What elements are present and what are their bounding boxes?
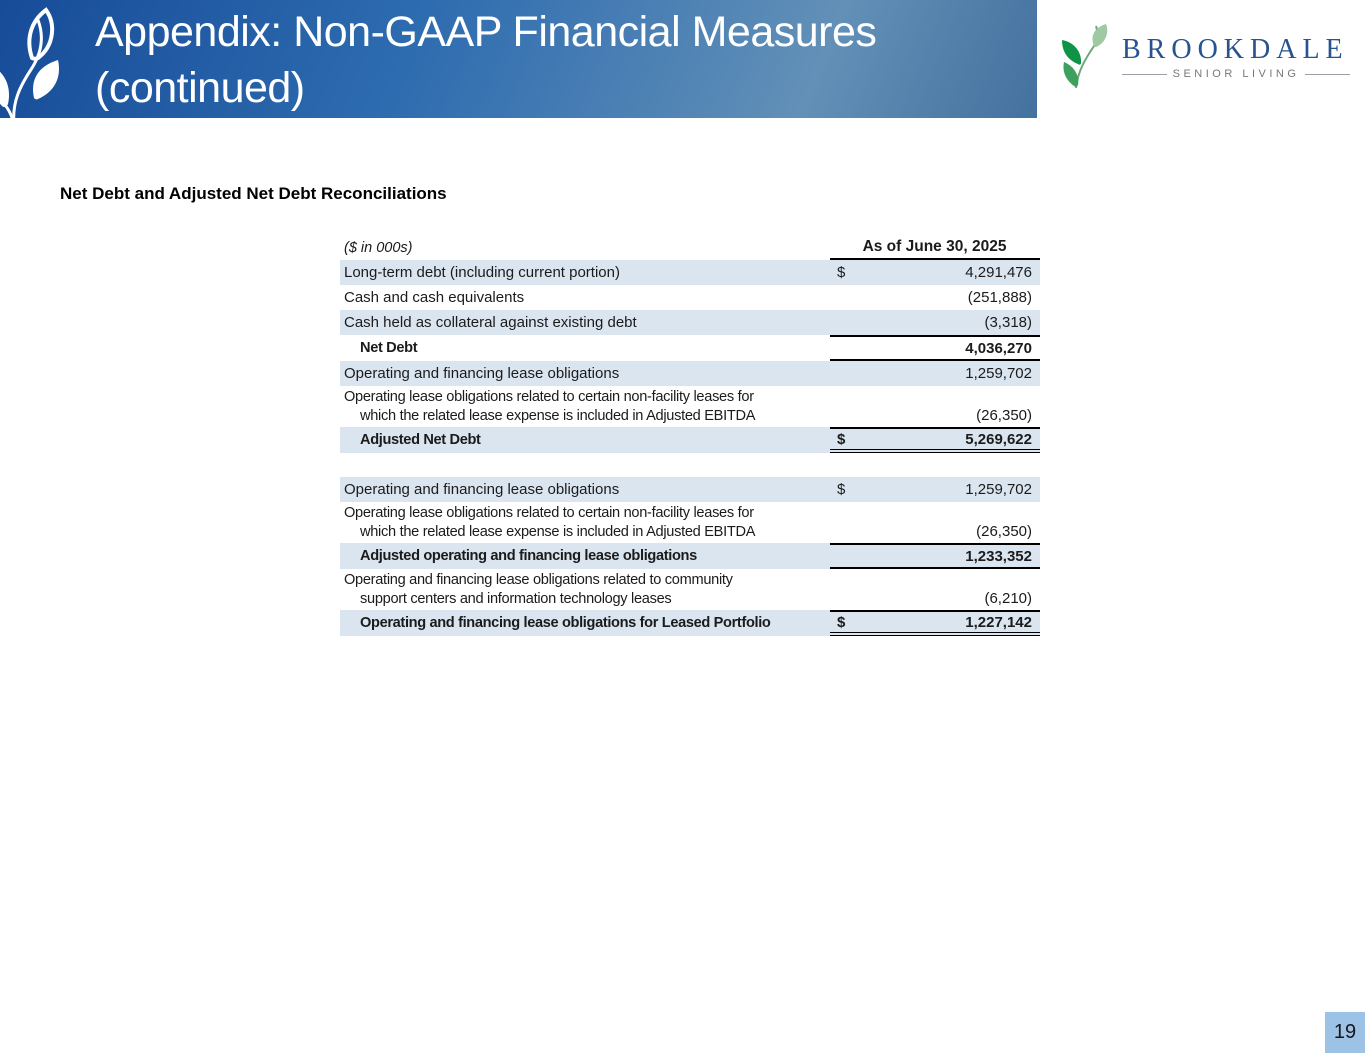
- logo-tagline-row: [1122, 68, 1350, 80]
- table-row-adjusted-net-debt: [340, 427, 1040, 453]
- units-note: ($ in 000s): [344, 240, 413, 256]
- logo-text: [1122, 34, 1350, 80]
- row-label: Net Debt: [360, 340, 418, 356]
- column-header-label: As of June 30, 2025: [862, 238, 1007, 255]
- table-row: [340, 502, 1040, 543]
- currency-symbol: $: [837, 264, 846, 281]
- table-row: [340, 569, 1040, 610]
- row-label: Cash and cash equivalents: [344, 289, 525, 306]
- table-row-leased-portfolio: [340, 610, 1040, 636]
- row-value: 4,036,270: [965, 339, 1032, 357]
- row-label-line2: support centers and information technology leases: [360, 591, 672, 607]
- row-label: Cash held as collateral against existing debt: [344, 314, 637, 331]
- table-row-net-debt: [340, 335, 1040, 361]
- page-title: [95, 4, 876, 116]
- table-row: [340, 285, 1040, 310]
- row-value: 1,233,352: [965, 547, 1032, 565]
- page-title-line2: (continued): [95, 64, 305, 112]
- currency-symbol: $: [837, 430, 846, 448]
- row-value-cell: [830, 502, 1040, 543]
- column-header: [830, 236, 1040, 260]
- row-value: 5,269,622: [965, 430, 1032, 448]
- table-row: [340, 260, 1040, 285]
- table-row: [340, 361, 1040, 386]
- table-row: [340, 386, 1040, 427]
- row-value: 1,259,702: [965, 365, 1032, 382]
- row-label-line1: Operating lease obligations related to certain non-facility leases for: [344, 505, 754, 521]
- row-value-cell: [830, 569, 1040, 610]
- row-label: [340, 386, 830, 427]
- currency-symbol: $: [837, 481, 846, 498]
- row-value: 4,291,476: [965, 264, 1032, 281]
- table-row: [340, 477, 1040, 502]
- leaf-ornament-icon: [0, 6, 100, 118]
- row-value-cell: [830, 477, 1040, 502]
- row-value-cell: [830, 285, 1040, 310]
- page-number: 19: [1333, 1021, 1357, 1043]
- row-value-cell: [830, 260, 1040, 285]
- row-label-line2: which the related lease expense is included in Adjusted EBITDA: [360, 524, 756, 540]
- currency-symbol: $: [837, 613, 846, 631]
- table-header-row: [340, 236, 1040, 260]
- logo-brand-name: BROOKDALE: [1122, 34, 1349, 65]
- row-label: [340, 502, 830, 543]
- row-label: Adjusted operating and financing lease obligations: [360, 548, 697, 564]
- row-value: (3,318): [984, 314, 1032, 331]
- row-value-cell: [830, 335, 1040, 361]
- row-value: (26,350): [976, 407, 1032, 424]
- row-value-cell: [830, 310, 1040, 335]
- row-label: Operating and financing lease obligations: [344, 481, 620, 498]
- brookdale-leaf-icon: [1058, 24, 1112, 90]
- row-label: Operating and financing lease obligations for Leased Portfolio: [360, 615, 771, 631]
- row-value: 1,259,702: [965, 481, 1032, 498]
- row-label-line2: which the related lease expense is included in Adjusted EBITDA: [360, 408, 756, 424]
- row-label: Operating and financing lease obligations: [344, 365, 620, 382]
- table-section-gap: [340, 453, 1040, 477]
- row-value-cell: [830, 361, 1040, 386]
- brookdale-logo: [1058, 24, 1350, 90]
- logo-rule-right: [1305, 74, 1350, 75]
- row-value: 1,227,142: [965, 613, 1032, 631]
- header-banner: [0, 0, 1037, 118]
- table-row: [340, 310, 1040, 335]
- row-label: Long-term debt (including current portion): [344, 264, 620, 281]
- row-label: [340, 569, 830, 610]
- row-value-cell: [830, 386, 1040, 427]
- row-value-cell: [830, 427, 1040, 453]
- row-value-cell: [830, 543, 1040, 569]
- row-value: (6,210): [984, 590, 1032, 607]
- row-value: (26,350): [976, 523, 1032, 540]
- net-debt-table: [340, 236, 1040, 636]
- page-title-line1: Appendix: Non-GAAP Financial Measures: [95, 8, 877, 56]
- row-label: Adjusted Net Debt: [360, 432, 481, 448]
- logo-rule-left: [1122, 74, 1167, 75]
- row-value: (251,888): [967, 289, 1032, 306]
- page-number-badge: [1325, 1012, 1365, 1053]
- row-label-line1: Operating and financing lease obligations related to community: [344, 572, 733, 588]
- table-row-adjusted-lease-obligations: [340, 543, 1040, 569]
- logo-tagline: SENIOR LIVING: [1172, 68, 1300, 80]
- section-title: Net Debt and Adjusted Net Debt Reconciliations: [60, 184, 447, 203]
- row-value-cell: [830, 610, 1040, 636]
- row-label-line1: Operating lease obligations related to certain non-facility leases for: [344, 389, 754, 405]
